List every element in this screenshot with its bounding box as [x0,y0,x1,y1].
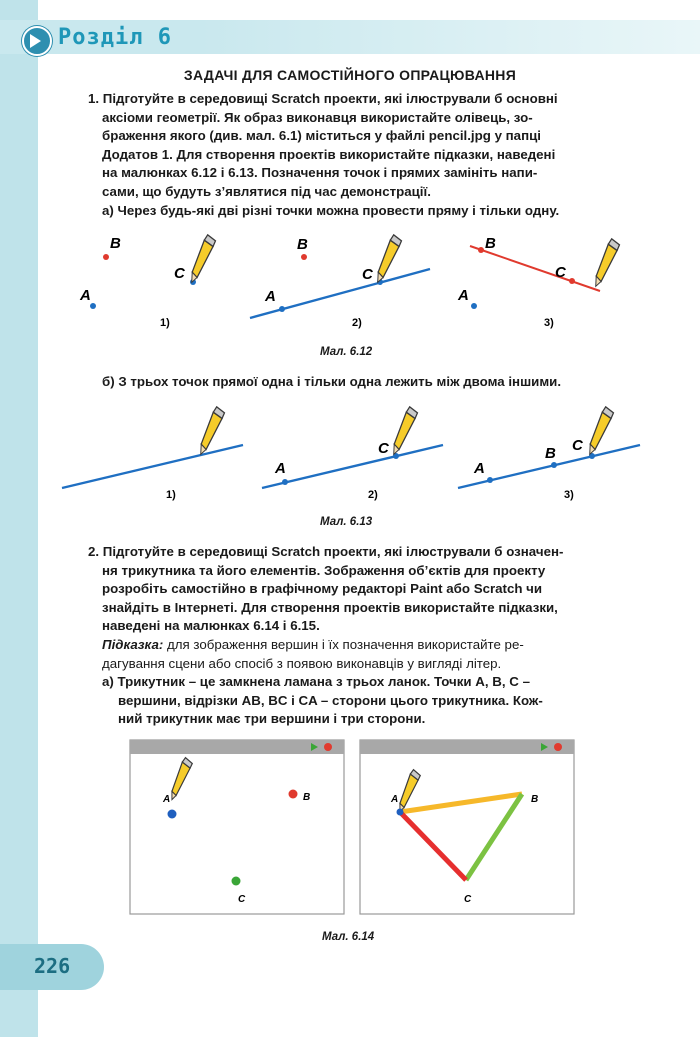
section-title: ЗАДАЧІ ДЛЯ САМОСТІЙНОГО ОПРАЦЮВАННЯ [183,67,517,83]
point-b-1 [103,254,109,260]
point-b-613-3 [551,462,557,468]
task2-line-3: розробіть самостійно в графічному редакторі Paint або Scratch чи [102,581,543,597]
next-arrow-icon[interactable] [22,26,52,56]
point-a-613-3 [487,477,493,483]
point-c-3 [569,278,575,284]
figure-6-13 [60,398,660,508]
panel-3-label-613: 3) [564,489,574,501]
task1-item-a: а) Через будь-які дві різні точки можна провести пряму і тільки одну. [102,202,560,218]
pencil-icon-3 [594,237,621,289]
point-a-1 [90,303,96,309]
label-b-614-1: B [303,792,311,803]
label-c-1: C [174,265,185,282]
point-a-614-2 [397,809,404,816]
point-a-614-1 [168,810,177,819]
stage-2 [360,740,574,914]
task2-line-5: наведені на малюнках 6.14 і 6.15. [102,618,320,634]
figure-6-12 [60,226,660,336]
label-c-613-2: C [378,440,389,457]
hint-label: Підказка: [102,637,164,652]
label-b-2: B [297,236,308,253]
label-a-614-2: A [391,794,399,805]
header-fade [200,20,700,54]
panel-2-label-613: 2) [368,489,378,501]
point-a-3 [471,303,477,309]
point-b-2 [301,254,307,260]
task1-line-5: на малюнках 6.12 і 6.13. Позначення точок і прямих замініть напи- [102,165,538,181]
pencil-icon-613-2 [392,405,419,457]
label-a-613-3: A [474,460,485,477]
task1-line-2: аксіоми геометрії. Як образ виконавця використайте олівець, зо- [102,109,533,125]
label-c-614-2: C [464,894,472,905]
label-b-3: B [485,235,496,252]
task2-hint-line-2: дагування сцени або спосіб з появою виконавців у вигляді літер. [102,655,502,671]
hint-rest: для зображення вершин і їх позначення використайте ре- [163,637,524,652]
label-a-2: A [265,288,276,305]
task2-line-2: ня трикутника та його елементів. Зображення об’єктів для проекту [102,562,546,578]
task2-item-a-line-2: вершини, відрізки AB, BC і CA – сторони цього трикутника. Кож- [118,692,543,708]
pencil-icon-1 [190,233,217,285]
caption-6-12: Мал. 6.12 [320,346,373,358]
label-b-1: B [110,235,121,252]
label-b-614-2: B [531,794,539,805]
chapter-title: Розділ 6 [58,25,172,50]
panel-2-label: 2) [352,317,362,329]
label-a-613-2: A [275,460,286,477]
line-ac-2 [250,269,430,318]
stage-1 [130,740,344,914]
panel-1-label-613: 1) [166,489,176,501]
point-a-2 [279,306,285,312]
point-c-614-1 [232,877,241,886]
caption-6-14: Мал. 6.14 [322,931,375,943]
task1-item-b: б) З трьох точок прямої одна і тільки одна лежить між двома іншими. [102,374,562,389]
line-2-613 [262,445,443,488]
task1-line-4: Додатов 1. Для створення проектів використайте підказки, наведені [102,146,556,162]
label-c-614-1: C [238,894,246,905]
panel-3-label: 3) [544,317,554,329]
task2-item-a-line-3: ний трикутник має три вершини і три сторони. [118,711,426,727]
point-a-613-2 [282,479,288,485]
label-a-3: A [458,287,469,304]
label-b-613-3: B [545,445,556,462]
task2-item-a-line-1: а) Трикутник – це замкнена ламана з трьох ланок. Точки A, B, C – [102,674,530,690]
task1-line-3: браження якого (див. мал. 6.1) міститься у файлі pencil.jpg у папці [102,128,541,144]
side-band [0,0,38,1037]
label-c-3: C [555,264,566,281]
label-c-613-3: C [572,437,583,454]
page-number: 226 [34,954,71,978]
task1-line-6: сами, що будуть з’являтися під час демонстрації. [102,184,431,199]
label-a-1: A [80,287,91,304]
panel-1-label: 1) [160,317,170,329]
line-1-613 [62,445,243,488]
pencil-icon-613-3 [588,405,615,457]
task2-hint [102,636,524,655]
task1-line-1: 1. Підготуйте в середовищі Scratch проекти, які ілюстрували б основні [88,91,558,106]
stop-icon-2 [554,743,562,751]
point-b-3 [478,247,484,253]
task2-line-1: 2. Підготуйте в середовищі Scratch проекти, які ілюстрували б означен- [88,544,564,559]
stop-icon-1 [324,743,332,751]
caption-6-13: Мал. 6.13 [320,516,373,528]
line-bc-3 [470,246,600,291]
label-a-614-1: A [163,794,171,805]
point-b-614-1 [289,790,298,799]
label-c-2: C [362,266,373,283]
task2-line-4: знайдіть в Інтернеті. Для створення проектів використайте підказки, [102,599,558,615]
figure-6-14 [128,738,578,918]
